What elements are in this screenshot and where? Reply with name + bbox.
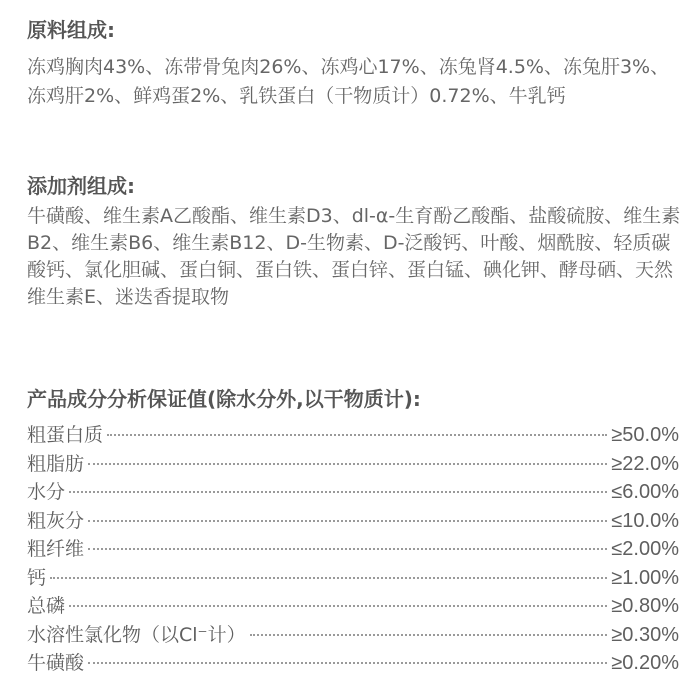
- analysis-item-name: 粗蛋白质: [27, 424, 104, 446]
- dot-leader: [50, 577, 607, 579]
- analysis-heading: 产品成分分析保证值(除水分外,以干物质计):: [27, 387, 421, 411]
- analysis-item-name: 粗灰分: [27, 509, 85, 532]
- analysis-item-value: ≥0.30%: [611, 623, 679, 646]
- analysis-row: [27, 449, 679, 478]
- analysis-row: [27, 506, 679, 535]
- analysis-item-value: ≤6.00%: [611, 481, 679, 503]
- analysis-item-value: ≤10.0%: [611, 509, 679, 532]
- analysis-row: [27, 477, 679, 506]
- analysis-item-name: 水分: [27, 481, 66, 503]
- dot-leader: [88, 463, 607, 465]
- analysis-item-name: 牛磺酸: [27, 652, 85, 674]
- analysis-item-name: 钙: [27, 566, 47, 589]
- dot-leader: [88, 520, 607, 522]
- analysis-item-value: ≥1.00%: [611, 566, 679, 589]
- analysis-row: [27, 620, 679, 649]
- analysis-item-value: ≤2.00%: [611, 538, 679, 560]
- raw-materials-heading: 原料组成:: [27, 18, 115, 42]
- analysis-table: [27, 420, 679, 677]
- dot-leader: [250, 634, 608, 636]
- analysis-row: [27, 648, 679, 677]
- additives-heading: 添加剂组成:: [27, 174, 135, 198]
- analysis-item-name: 水溶性氯化物（以Cl⁻计）: [27, 623, 246, 646]
- analysis-row: [27, 534, 679, 563]
- analysis-row: [27, 563, 679, 592]
- additives-text: 牛磺酸、维生素A乙酸酯、维生素D3、dl-α-生育酚乙酸酯、盐酸硫胺、维生素B2、维生素B6、维生素B12、D-生物素、D-泛酸钙、叶酸、烟酰胺、轻质碳酸钙、氯化胆碱、蛋白铜、蛋白铁、蛋白锌、蛋白锰、碘化钾、酵母硒、天然维生素E、迷迭香提取物: [27, 205, 681, 308]
- dot-leader: [88, 548, 607, 550]
- analysis-item-name: 粗脂肪: [27, 452, 85, 475]
- dot-leader: [88, 662, 607, 664]
- analysis-item-name: 粗纤维: [27, 538, 85, 560]
- analysis-item-value: ≥0.20%: [611, 652, 679, 674]
- analysis-row: [27, 591, 679, 620]
- analysis-item-value: ≥22.0%: [611, 452, 679, 475]
- analysis-item-name: 总磷: [27, 595, 66, 617]
- dot-leader: [69, 605, 607, 607]
- analysis-row: [27, 420, 679, 449]
- raw-materials-text: 冻鸡胸肉43%、冻带骨兔肉26%、冻鸡心17%、冻兔肾4.5%、冻兔肝3%、冻鸡肝2%、鲜鸡蛋2%、乳铁蛋白（干物质计）0.72%、牛乳钙: [27, 56, 670, 107]
- dot-leader: [107, 434, 607, 436]
- analysis-item-value: ≥0.80%: [611, 595, 679, 617]
- dot-leader: [69, 491, 607, 493]
- analysis-item-value: ≥50.0%: [611, 424, 679, 446]
